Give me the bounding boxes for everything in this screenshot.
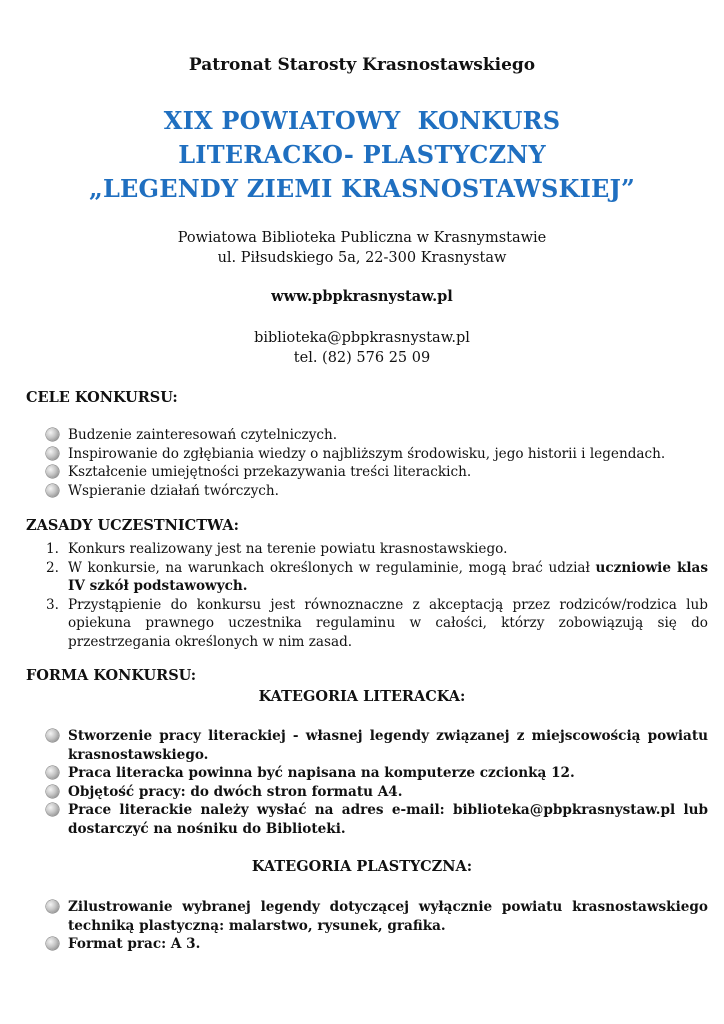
list-item [46,935,708,954]
round-bullet-icon [46,447,59,460]
patron-line: Patronat Starosty Krasnostawskiego [188,55,536,75]
literary-list [46,727,708,838]
list-item-text: Przystąpienie do konkursu jest równoznaczne z akceptacją przez rodziców/rodzica lub opiekuna prawnego uczestnika regulaminu w całości, którzy zobowiązują się do przestrzegania określonych w nim zasad. [68,596,708,650]
contact-block [0,328,724,368]
list-item-text: Prace literackie należy wysłać na adres e-mail: biblioteka@pbpkrasnystaw.pl lub dostarczyć na nośniku do Biblioteki. [68,802,708,837]
round-bullet-icon [46,937,59,950]
round-bullet-icon [46,484,59,497]
goals-list [46,426,708,500]
round-bullet-icon [46,803,59,816]
organizer-name: Powiatowa Biblioteka Publiczna w Krasnymstawie [177,230,547,246]
list-item [46,426,708,445]
goals-heading: CELE KONKURSU: [26,389,178,406]
rules-heading: ZASADY UCZESTNICTWA: [26,517,239,534]
list-item [46,764,708,783]
list-item [46,801,708,838]
list-item [44,596,708,652]
list-item-text: Inspirowanie do zgłębiania wiedzy o najbliższym środowisku, jego historii i legendach. [68,445,666,462]
art-category-heading: KATEGORIA PLASTYCZNA: [251,858,473,875]
list-item [46,727,708,764]
title-line-3: „LEGENDY ZIEMI KRASNOSTAWSKIEJ” [88,174,636,203]
list-item [44,559,708,596]
list-item-text: Zilustrowanie wybranej legendy dotyczącej wyłącznie powiatu krasnostawskiego techniką plastyczną: malarstwo, rysunek, grafika. [68,899,708,934]
round-bullet-icon [46,465,59,478]
list-item-text: Budzenie zainteresowań czytelniczych. [68,427,338,443]
list-item [44,540,708,559]
list-item-text: Praca literacka powinna być napisana na komputerze czcionką 12. [68,765,575,781]
phone-number: tel. (82) 576 25 09 [293,350,431,366]
title-line-1: XIX POWIATOWY KONKURS [163,106,561,135]
list-item-text: Konkurs realizowany jest na terenie powiatu krasnostawskiego. [68,541,508,557]
rules-list [44,540,708,651]
list-item-text: Objętość pracy: do dwóch stron formatu A4. [68,783,403,800]
organizer-block [0,228,724,268]
list-item-emphasis: uczniowie klas IV szkół podstawowych. [68,559,708,594]
list-item-text: Wspieranie działań twórczych. [68,482,279,499]
item-number: 2. [46,559,59,576]
list-item [46,482,708,501]
title-line-2: LITERACKO- PLASTYCZNY [178,140,546,169]
list-item-text: Stworzenie pracy literackiej - własnej legendy związanej z miejscowością powiatu krasnostawskiego. [68,728,708,763]
organizer-address: ul. Piłsudskiego 5a, 22-300 Krasnystaw [217,250,507,266]
email-link[interactable]: biblioteka@pbpkrasnystaw.pl [254,330,470,346]
list-item [46,445,708,464]
round-bullet-icon [46,900,59,913]
list-item-text: W konkursie, na warunkach określonych w regulaminie, mogą brać udział [68,559,596,576]
round-bullet-icon [46,785,59,798]
round-bullet-icon [46,766,59,779]
literary-category-heading: KATEGORIA LITERACKA: [258,688,466,705]
list-item-text: Format prac: A 3. [68,936,201,952]
website-link[interactable]: www.pbpkrasnystaw.pl [271,288,453,305]
item-number: 3. [46,596,59,613]
list-item [46,898,708,935]
list-item [46,783,708,802]
round-bullet-icon [46,428,59,441]
item-number: 1. [46,541,59,557]
round-bullet-icon [46,729,59,742]
list-item [46,463,708,482]
list-item-text: Kształcenie umiejętności przekazywania treści literackich. [68,464,472,480]
contest-title [0,104,724,206]
art-list [46,898,708,954]
form-heading: FORMA KONKURSU: [26,667,197,684]
